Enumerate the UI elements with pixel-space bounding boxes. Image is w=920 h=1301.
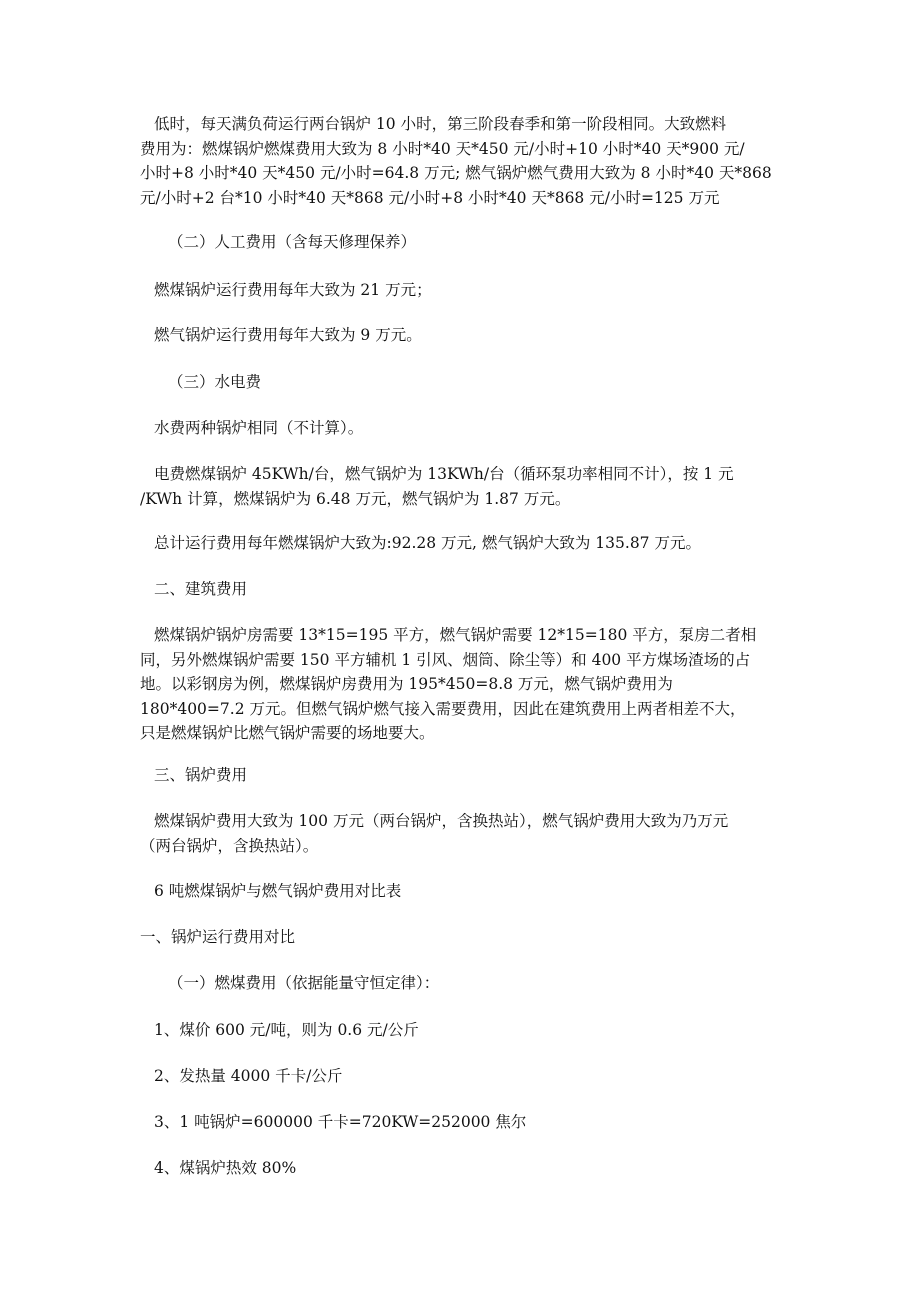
text-line: 燃煤锅炉费用大致为 100 万元（两台锅炉，含换热站），燃气锅炉费用大致为乃万元: [154, 812, 729, 830]
list-item-coal-price: 1、煤价 600 元/吨，则为 0.6 元/公斤: [154, 1021, 419, 1039]
heading-boiler-cost: 三、锅炉费用: [154, 766, 248, 784]
text-line: 低时，每天满负荷运行两台锅炉 10 小时，第三阶段春季和第一阶段相同。大致燃料: [154, 115, 727, 133]
paragraph-coal-labor: 燃煤锅炉运行费用每年大致为 21 万元；: [154, 281, 432, 299]
paragraph-boiler-cost: [140, 809, 790, 858]
paragraph-total-operating-cost: 总计运行费用每年燃煤锅炉大致为:92.28 万元, 燃气锅炉大致为 135.87 万元。: [154, 534, 701, 552]
text-line: 小时+8 小时*40 天*450 元/小时=64.8 万元; 燃气锅炉燃气费用大致为 8 小时*40 天*868: [140, 164, 772, 182]
paragraph-gas-labor: 燃气锅炉运行费用每年大致为 9 万元。: [154, 326, 422, 344]
paragraph-water: 水费两种锅炉相同（不计算）。: [154, 419, 364, 437]
paragraph-fuel-cost-summary: [140, 112, 790, 210]
heading-utilities: （三）水电费: [168, 373, 262, 391]
text-line: /KWh 计算，燃煤锅炉为 6.48 万元，燃气锅炉为 1.87 万元。: [140, 489, 571, 508]
heading-comparison-table: 6 吨燃煤锅炉与燃气锅炉费用对比表: [154, 882, 402, 900]
heading-labor-cost: （二）人工费用（含每天修理保养）: [168, 233, 417, 251]
text-line: 180*400=7.2 万元。但燃气锅炉燃气接入需要费用，因此在建筑费用上两者相差不大，: [140, 699, 746, 718]
text-line: 地。以彩钢房为例，燃煤锅炉房费用为 195*450=8.8 万元，燃气锅炉费用为: [140, 675, 673, 693]
text-line: 元/小时+2 台*10 小时*40 天*868 元/小时+8 小时*40 天*868 元/小时=125 万元: [140, 188, 720, 207]
list-item-boiler-capacity: 3、1 吨锅炉=600000 千卡=720KW=252000 焦尔: [154, 1113, 527, 1131]
heading-construction-cost: 二、建筑费用: [154, 580, 248, 598]
heading-operating-cost-comparison: 一、锅炉运行费用对比: [140, 928, 296, 946]
list-item-calorific-value: 2、发热量 4000 千卡/公斤: [154, 1067, 343, 1085]
text-line: 电费燃煤锅炉 45KWh/台，燃气锅炉为 13KWh/台（循环泵功率相同不计），按 1 元: [154, 465, 734, 483]
heading-coal-cost: （一）燃煤费用（依据能量守恒定律）：: [168, 974, 440, 992]
text-line: （两台锅炉，含换热站）。: [140, 836, 319, 855]
text-line: 同，另外燃煤锅炉需要 150 平方辅机 1 引风、烟筒、除尘等）和 400 平方煤场渣场的占: [140, 650, 751, 669]
text-line: 费用为：燃煤锅炉燃煤费用大致为 8 小时*40 天*450 元/小时+10 小时*40 天*900 元/: [140, 139, 745, 158]
text-line: 燃煤锅炉锅炉房需要 13*15=195 平方，燃气锅炉需要 12*15=180 平方，泵房二者相: [154, 626, 757, 644]
text-line: 只是燃煤锅炉比燃气锅炉需要的场地要大。: [140, 724, 435, 742]
list-item-boiler-efficiency: 4、煤锅炉热效 80%: [154, 1159, 297, 1177]
paragraph-electricity: [140, 462, 790, 511]
paragraph-construction: [140, 623, 790, 746]
